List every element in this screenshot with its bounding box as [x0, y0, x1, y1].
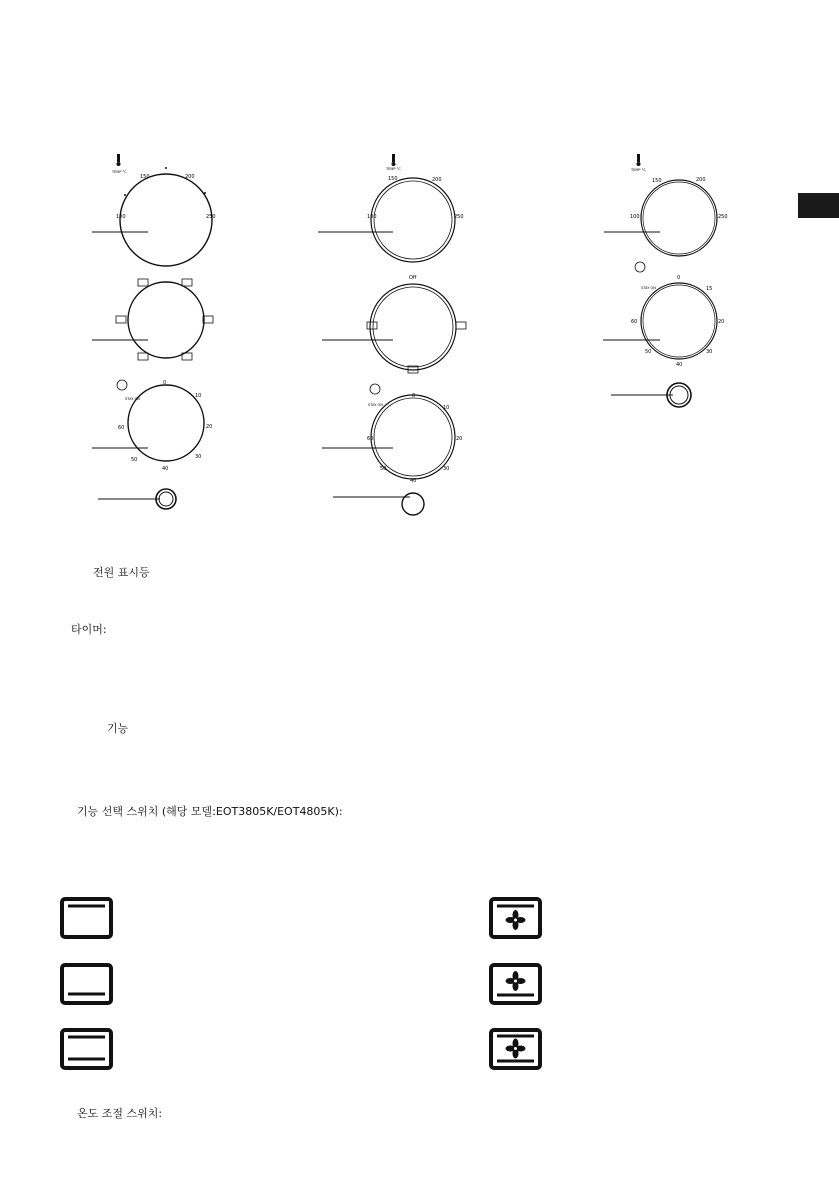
clock-icon — [635, 262, 645, 272]
thermometer-icon — [392, 154, 396, 166]
temp-tick-150: 150 — [140, 174, 150, 180]
timer-tick-20: 20 — [206, 424, 213, 430]
temp-tick-150: 150 — [652, 178, 662, 184]
timer-tick-0: 0 — [163, 380, 167, 386]
fan-top-bottom-heat-icon — [488, 1027, 543, 1071]
timer-tick-50: 50 — [131, 457, 138, 463]
timer-tick-60: 60 — [631, 319, 638, 325]
temp-tick-100: 100 — [367, 214, 377, 220]
timer-stay-on: STAY ON — [125, 397, 140, 401]
clock-icon — [117, 380, 127, 390]
thermometer-icon — [637, 154, 641, 166]
timer-tick-10: 10 — [443, 405, 450, 411]
timer-tick-20: 20 — [456, 436, 463, 442]
timer-tick-60: 60 — [367, 436, 374, 442]
power-light — [611, 383, 691, 407]
timer-knob — [322, 384, 462, 484]
timer-tick-50: 50 — [380, 466, 387, 472]
temp-tick-200: 200 — [185, 174, 195, 180]
function-knob — [92, 279, 213, 360]
temp-tick-100: 100 — [116, 214, 126, 220]
clock-icon — [370, 384, 380, 394]
timer-tick-40: 40 — [410, 478, 417, 484]
temperature-knob — [604, 154, 728, 256]
fan-bottom-heat-icon — [488, 962, 543, 1006]
timer-tick-20: 20 — [718, 319, 725, 325]
top-bottom-heat-icon — [59, 1027, 114, 1071]
temp-tick-250: 250 — [718, 214, 728, 220]
timer-tick-15: 15 — [706, 286, 713, 292]
function-switch-heading: 기능 선택 스위치 (해당 모델:EOT3805K/EOT4805K): — [77, 805, 343, 818]
timer-tick-50: 50 — [645, 349, 652, 355]
timer-tick-60: 60 — [118, 425, 125, 431]
timer-stay-on: STAY ON — [368, 403, 383, 407]
temp-label: TEMP °C — [112, 170, 127, 174]
timer-knob — [92, 380, 212, 472]
temp-tick-250: 250 — [454, 214, 464, 220]
temp-tick-150: 150 — [388, 176, 398, 182]
temp-tick-250: 250 — [206, 214, 216, 220]
temperature-knob — [92, 154, 216, 266]
timer-tick-40: 40 — [162, 466, 169, 472]
timer-tick-40: 40 — [676, 362, 683, 368]
power-light — [98, 489, 176, 509]
power-light-heading: 전원 표시등 — [93, 566, 150, 579]
temp-label: TEMP °C — [631, 168, 646, 172]
timer-tick-30: 30 — [443, 466, 450, 472]
temp-switch-heading: 온도 조절 스위치: — [77, 1107, 163, 1120]
temp-tick-200: 200 — [696, 177, 706, 183]
temperature-knob — [318, 154, 464, 262]
temp-tick-200: 200 — [432, 177, 442, 183]
fan-top-heat-icon — [488, 896, 543, 940]
timer-stay-on: STAY ON — [641, 286, 656, 290]
timer-tick-0: 0 — [677, 275, 681, 281]
timer-tick-30: 30 — [706, 349, 713, 355]
function-off-label: Off — [409, 275, 417, 281]
power-light — [333, 493, 424, 515]
top-heat-icon — [59, 896, 114, 940]
function-knob — [322, 275, 466, 373]
timer-knob — [603, 262, 724, 368]
timer-tick-30: 30 — [195, 454, 202, 460]
bottom-heat-icon — [59, 962, 114, 1006]
function-heading: 기능 — [107, 722, 129, 735]
temp-label: TEMP °C — [386, 167, 401, 171]
timer-tick-10: 10 — [195, 393, 202, 399]
temp-tick-100: 100 — [630, 214, 640, 220]
timer-heading: 타이머: — [71, 623, 107, 636]
thermometer-icon — [117, 154, 121, 166]
timer-tick-0: 0 — [412, 393, 416, 399]
